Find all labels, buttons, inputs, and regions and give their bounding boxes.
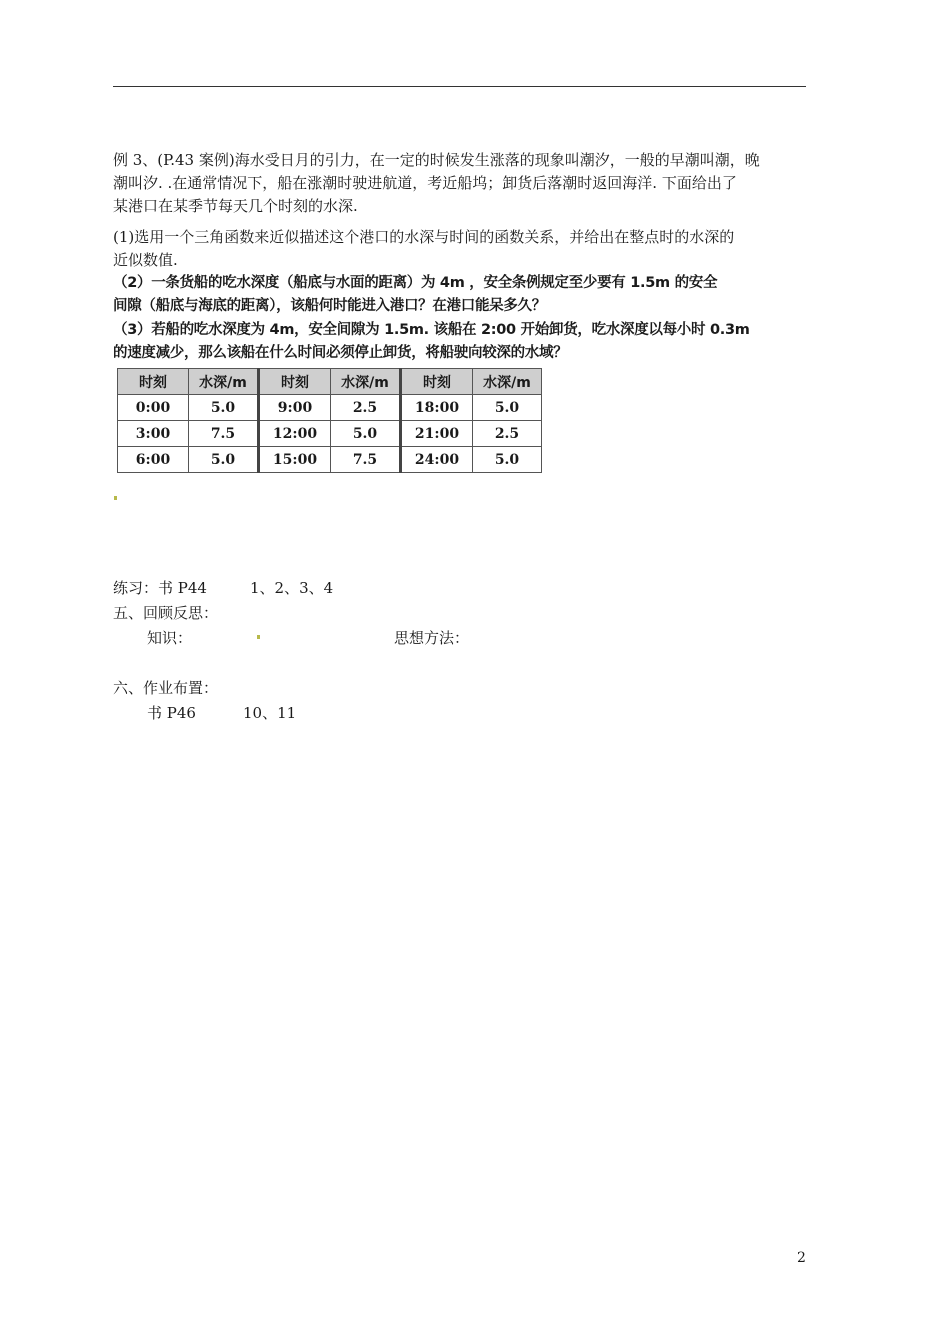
- table-cell: 6:00: [118, 447, 189, 473]
- example-paragraph: [113, 149, 806, 218]
- question-1-line: (1)选用一个三角函数来近似描述这个港口的水深与时间的函数关系，并给出在整点时的水深的: [113, 228, 735, 246]
- table-cell: 12:00: [259, 421, 331, 447]
- table-cell: 5.0: [331, 421, 401, 447]
- question-1-line: 近似数值.: [113, 251, 178, 269]
- header-time: 时刻: [259, 369, 331, 395]
- table-cell: 2.5: [473, 421, 542, 447]
- stray-mark: [114, 496, 117, 500]
- knowledge-label: 知识：: [147, 629, 193, 647]
- table-row: [118, 447, 542, 473]
- header-depth: 水深/m: [473, 369, 542, 395]
- table-header-row: [118, 369, 542, 395]
- header-time: 时刻: [401, 369, 473, 395]
- tide-depth-table: [117, 368, 542, 473]
- table-cell: 18:00: [401, 395, 473, 421]
- example-line: 例 3、(P.43 案例)海水受日月的引力，在一定的时候发生涨落的现象叫潮汐，一般的早潮叫潮，晚: [113, 151, 760, 169]
- question-3: [113, 319, 806, 365]
- practice-label: 练习：书 P44: [113, 579, 207, 597]
- header-time: 时刻: [118, 369, 189, 395]
- table-cell: 15:00: [259, 447, 331, 473]
- table-cell: 5.0: [473, 395, 542, 421]
- table-cell: 24:00: [401, 447, 473, 473]
- practice-items: 1、2、3、4: [250, 579, 334, 597]
- question-3-line: （3）若船的吃水深度为 4m，安全间隙为 1.5m. 该船在 2:00 开始卸货，吃水深度以每小时 0.3m: [113, 322, 750, 338]
- table-cell: 21:00: [401, 421, 473, 447]
- table-cell: 5.0: [473, 447, 542, 473]
- question-3-line: 的速度减少，那么该船在什么时间必须停止卸货，将船驶向较深的水域？: [113, 345, 568, 361]
- homework-book: 书 P46: [147, 704, 196, 722]
- question-1: [113, 226, 806, 272]
- table-cell: 7.5: [331, 447, 401, 473]
- review-title: 五、回顾反思：: [113, 604, 219, 622]
- table-cell: 7.5: [189, 421, 259, 447]
- stray-mark: [257, 635, 260, 639]
- table-cell: 9:00: [259, 395, 331, 421]
- question-2-line: 间隙（船底与海底的距离），该船何时能进入港口？在港口能呆多久？: [113, 298, 546, 314]
- example-line: 某港口在某季节每天几个时刻的水深.: [113, 197, 358, 215]
- homework-title: 六、作业布置：: [113, 679, 219, 697]
- question-2-line: （2）一条货船的吃水深度（船底与水面的距离）为 4m ，安全条例规定至少要有 1.5m 的安全: [113, 275, 718, 291]
- header-depth: 水深/m: [331, 369, 401, 395]
- table-cell: 5.0: [189, 447, 259, 473]
- table-cell: 2.5: [331, 395, 401, 421]
- table-cell: 5.0: [189, 395, 259, 421]
- page-number: 2: [797, 1250, 806, 1266]
- table-row: [118, 421, 542, 447]
- example-line: 潮叫汐. .在通常情况下，船在涨潮时驶进航道，考近船坞；卸货后落潮时返回海洋. 下面给出了: [113, 174, 737, 192]
- header-rule: [113, 86, 806, 87]
- header-depth: 水深/m: [189, 369, 259, 395]
- method-label: 思想方法：: [394, 629, 470, 647]
- table-row: [118, 395, 542, 421]
- table-cell: 3:00: [118, 421, 189, 447]
- table-cell: 0:00: [118, 395, 189, 421]
- question-2: [113, 272, 806, 318]
- homework-items: 10、11: [243, 704, 297, 722]
